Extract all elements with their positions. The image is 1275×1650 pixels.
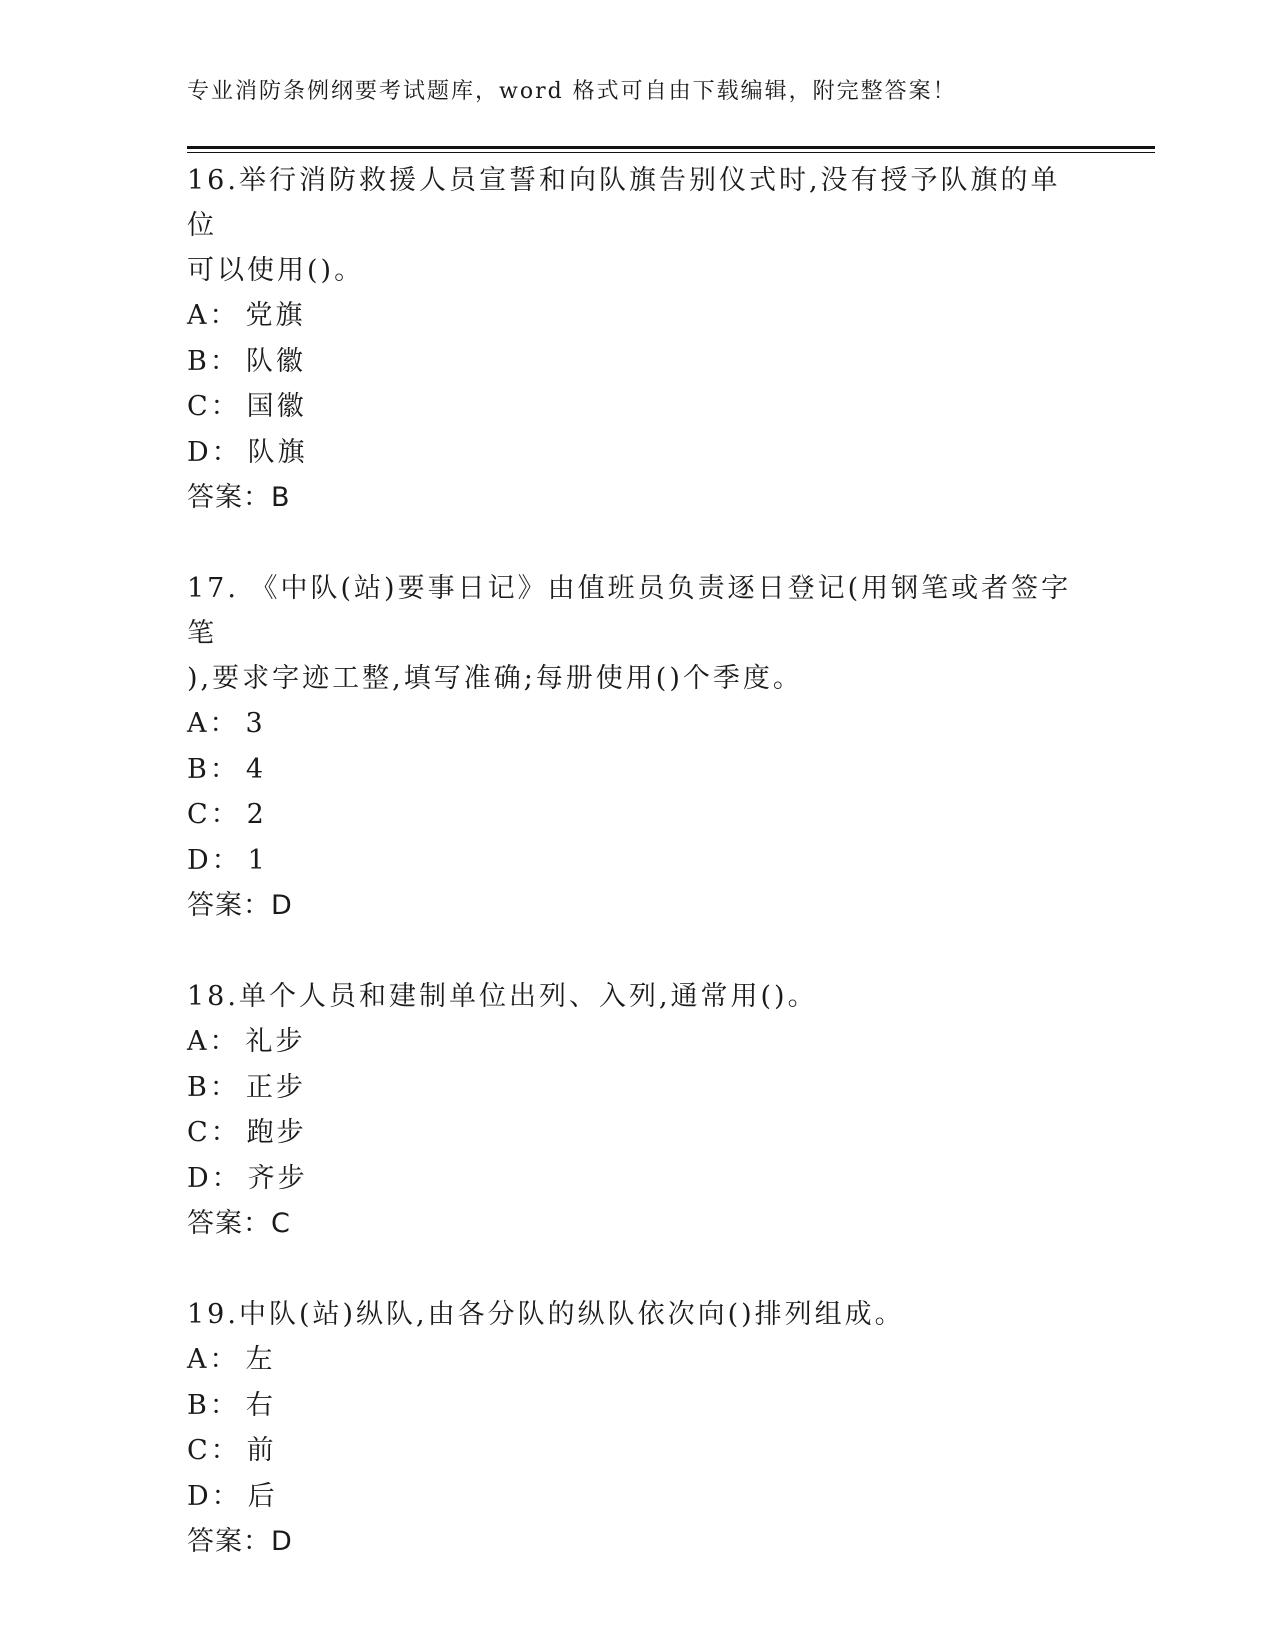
question-18 — [187, 974, 1087, 1246]
header-rule-thin — [187, 152, 1155, 153]
option-value: 4 — [245, 753, 267, 785]
option-letter: A： — [187, 708, 240, 739]
option-a — [187, 1019, 1087, 1065]
option-b — [187, 747, 1087, 793]
question-text-line: 16.举行消防救援人员宣誓和向队旗告别仪式时,没有授予队旗的单位 — [187, 165, 1061, 241]
option-value: 2 — [246, 799, 267, 830]
option-value: 左 — [245, 1344, 276, 1375]
option-b — [187, 1383, 1087, 1429]
option-letter: C： — [187, 799, 241, 830]
option-value: 礼步 — [245, 1026, 306, 1057]
question-text-line: ),要求字迹工整,填写准确;每册使用()个季度。 — [187, 663, 803, 694]
answer-label: 答案：C — [187, 1208, 291, 1239]
question-text-line: 可以使用()。 — [187, 255, 365, 286]
answer-label: 答案：D — [187, 890, 293, 921]
option-letter: D： — [187, 1480, 242, 1512]
option-a — [187, 1337, 1087, 1383]
option-letter: B： — [187, 345, 240, 377]
option-b — [187, 339, 1087, 385]
question-text-line: 18.单个人员和建制单位出列、入列,通常用()。 — [187, 981, 818, 1012]
question-text-line: 17. 《中队(站)要事日记》由值班员负责逐日登记(用钢笔或者签字笔 — [187, 573, 1072, 649]
option-letter: B： — [187, 1071, 240, 1103]
page-header: 专业消防条例纲要考试题库，word 格式可自由下载编辑，附完整答案！ — [187, 79, 957, 104]
option-letter: D： — [187, 436, 242, 468]
option-letter: B： — [187, 753, 240, 785]
question-16 — [187, 158, 1087, 520]
option-letter: C： — [187, 391, 241, 422]
option-d — [187, 430, 1087, 476]
option-value: 跑步 — [246, 1117, 307, 1148]
option-letter: A： — [187, 300, 240, 331]
option-a — [187, 293, 1087, 339]
option-value: 齐步 — [247, 1162, 308, 1194]
answer-label: 答案：D — [187, 1526, 293, 1557]
option-value: 右 — [245, 1389, 276, 1421]
option-letter: A： — [187, 1344, 240, 1375]
answer-label: 答案：B — [187, 482, 291, 513]
option-value: 国徽 — [246, 391, 307, 422]
option-c — [187, 1428, 1087, 1474]
option-letter: A： — [187, 1026, 240, 1057]
option-a — [187, 701, 1087, 747]
question-text-line: 19.中队(站)纵队,由各分队的纵队依次向()排列组成。 — [187, 1299, 905, 1330]
option-value: 后 — [247, 1480, 278, 1512]
option-c — [187, 1110, 1087, 1156]
option-value: 3 — [245, 708, 266, 739]
option-value: 正步 — [245, 1071, 306, 1103]
option-d — [187, 1474, 1087, 1520]
option-letter: D： — [187, 1162, 242, 1194]
option-b — [187, 1065, 1087, 1111]
option-d — [187, 838, 1087, 884]
option-letter: B： — [187, 1389, 240, 1421]
option-letter: C： — [187, 1435, 241, 1466]
question-list — [187, 158, 1087, 1610]
option-value: 前 — [246, 1435, 277, 1466]
option-letter: D： — [187, 844, 242, 876]
question-19 — [187, 1292, 1087, 1564]
option-value: 党旗 — [245, 300, 306, 331]
option-value: 队徽 — [245, 345, 306, 377]
header-rule-thick — [187, 146, 1155, 149]
option-c — [187, 384, 1087, 430]
question-17 — [187, 566, 1087, 928]
option-d — [187, 1156, 1087, 1202]
option-letter: C： — [187, 1117, 241, 1148]
option-value: 1 — [247, 844, 268, 876]
option-value: 队旗 — [247, 436, 308, 468]
option-c — [187, 792, 1087, 838]
